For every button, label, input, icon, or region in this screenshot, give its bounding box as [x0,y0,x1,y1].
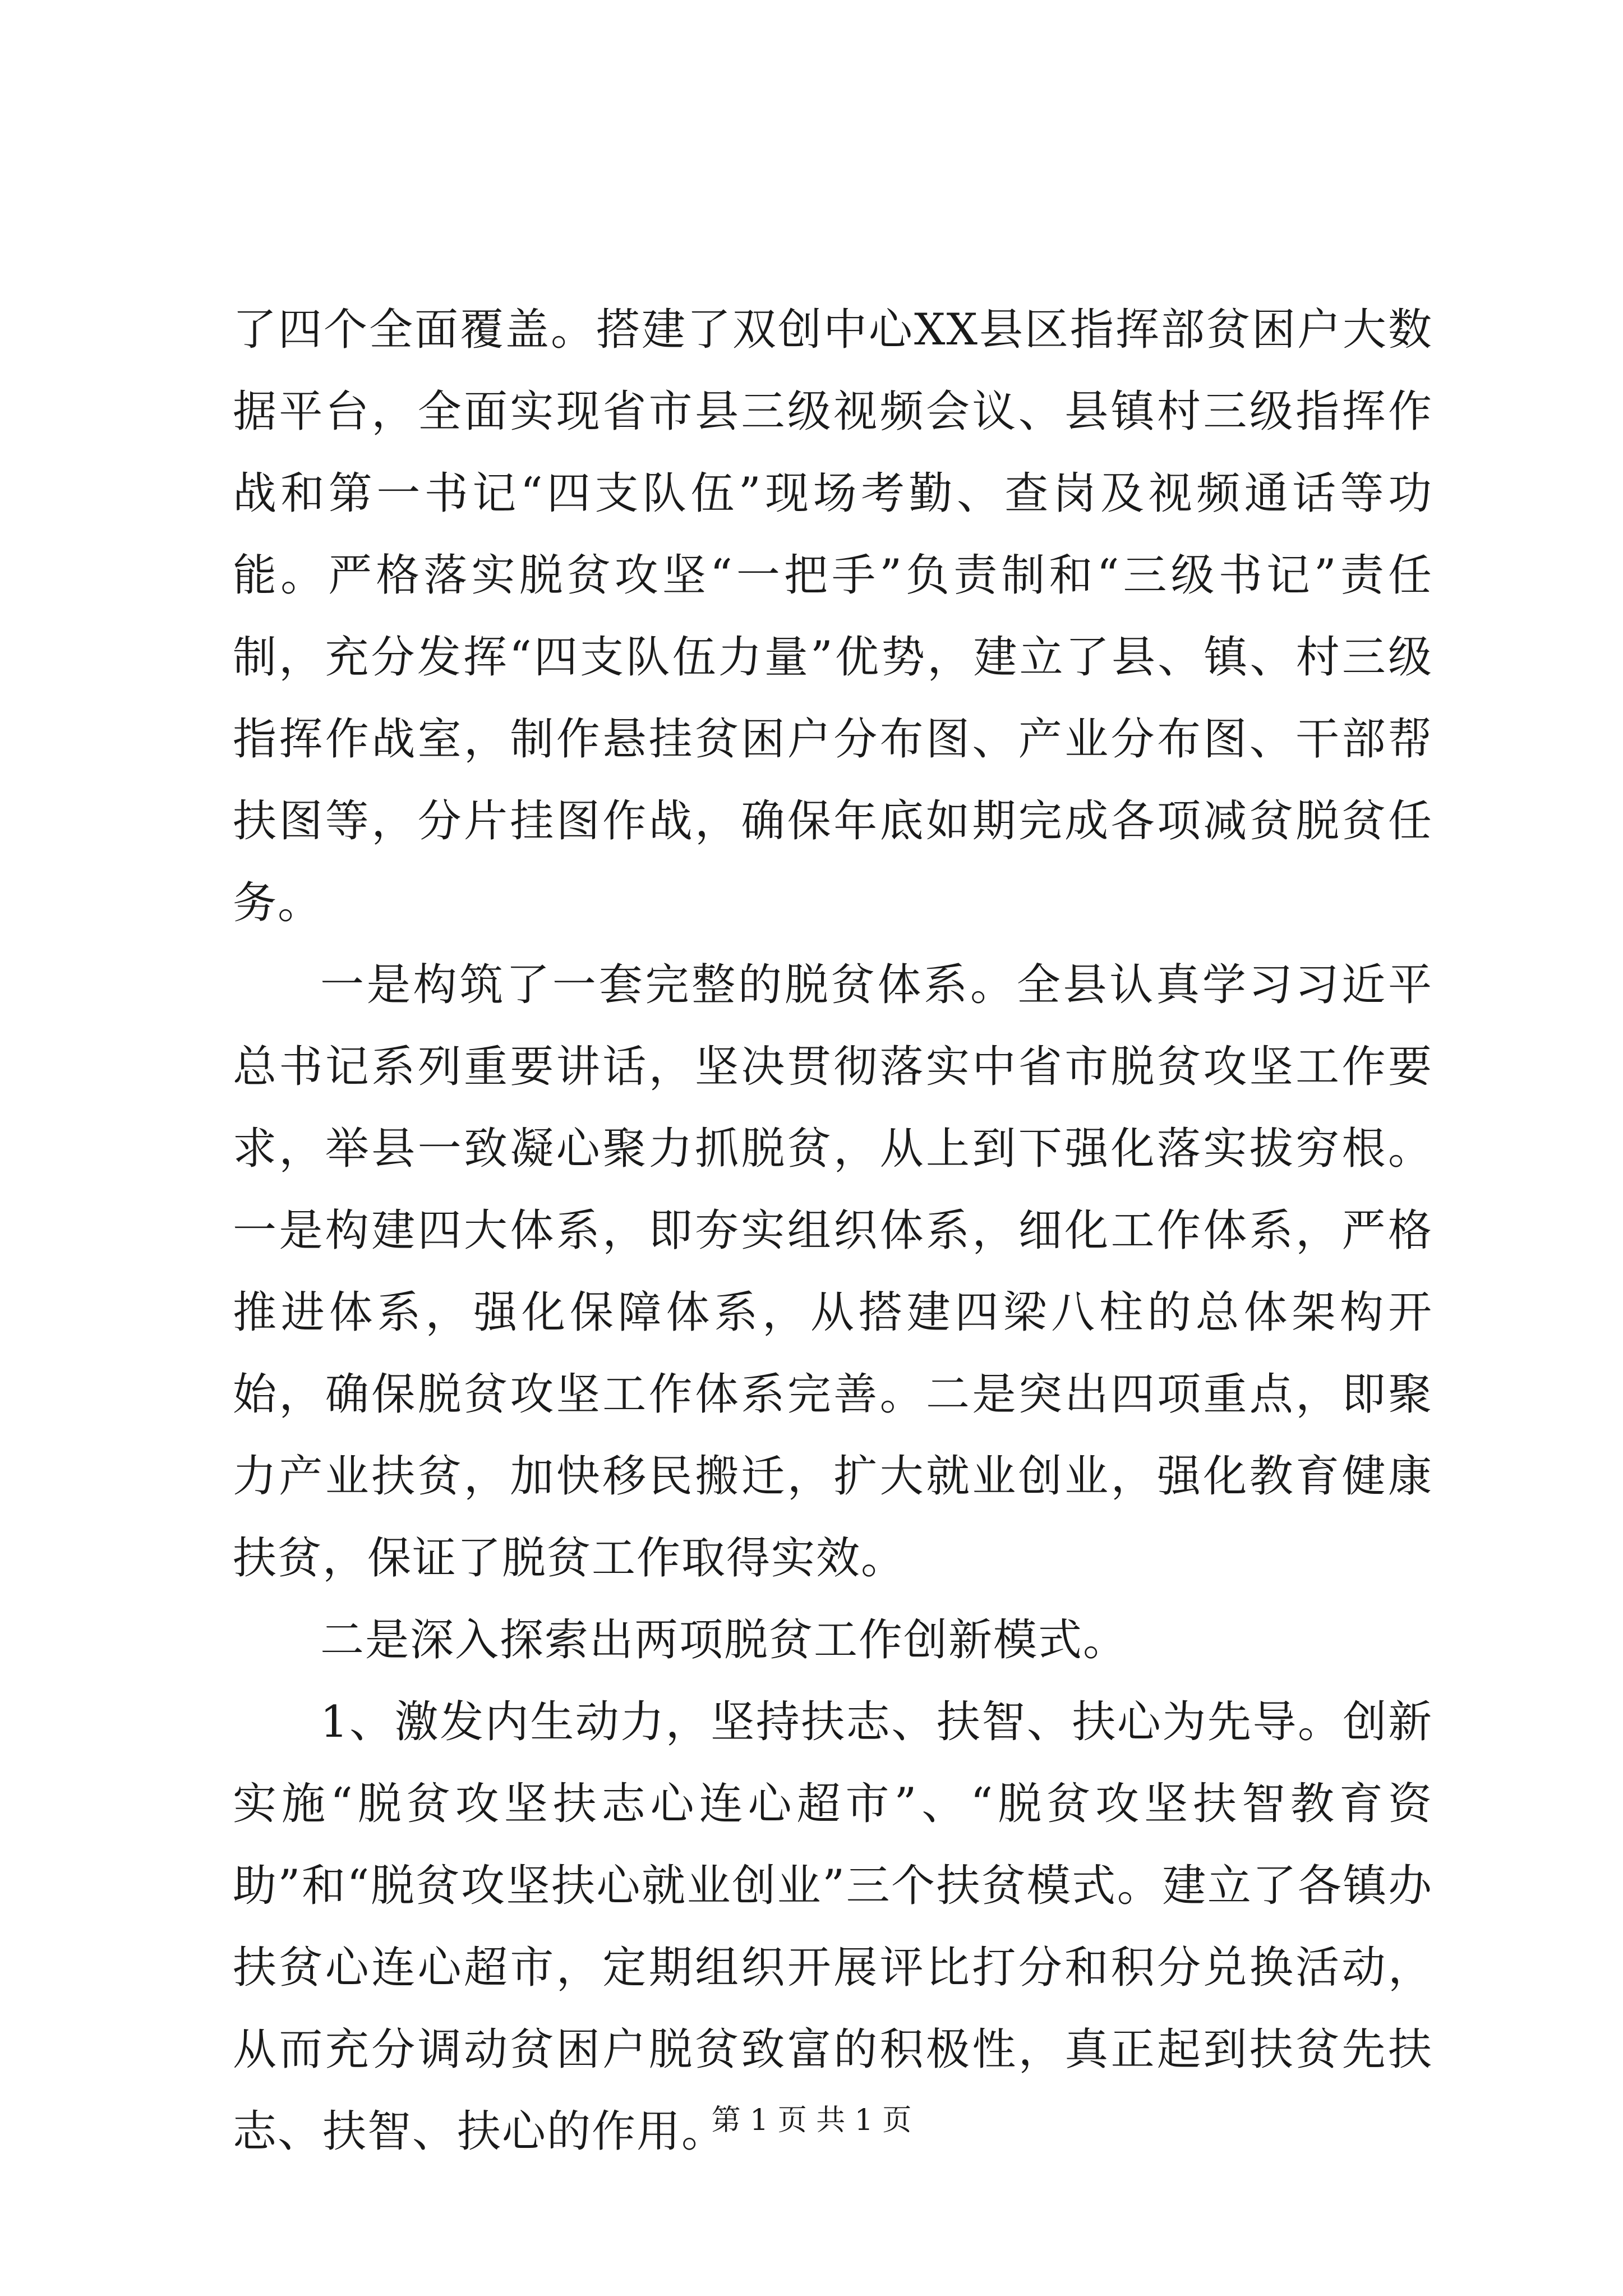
document-body [233,289,1433,2173]
paragraph-intro: 了四个全面覆盖。搭建了双创中心XX县区指挥部贫困户大数据平台，全面实现省市县三级视频会议、县镇村三级指挥作战和第一书记“四支队伍”现场考勤、查岗及视频通话等功能。严格落实脱贫攻坚“一把手”负责制和“三级书记”责任制，充分发挥“四支队伍力量”优势，建立了县、镇、村三级指挥作战室，制作悬挂贫困户分布图、产业分布图、干部帮扶图等，分片挂图作战，确保年底如期完成各项减贫脱贫任务。 [233,305,1433,928]
paragraph-innovation-models: 二是深入探索出两项脱贫工作创新模式。 [320,1615,1128,1665]
paragraph-poverty-system: 一是构筑了一套完整的脱贫体系。全县认真学习习近平总书记系列重要讲话，坚决贯彻落实中省市脱贫攻坚工作要求，举县一致凝心聚力抓脱贫，从上到下强化落实拔穷根。一是构建四大体系，即夯实组织体系，细化工作体系，严格推进体系，强化保障体系，从搭建四梁八柱的总体架构开始，确保脱贫攻坚工作体系完善。二是突出四项重点，即聚力产业扶贫，加快移民搬迁，扩大就业创业，强化教育健康扶贫，保证了脱贫工作取得实效。 [233,960,1433,1584]
paragraph-internal-motivation: 1、激发内生动力，坚持扶志、扶智、扶心为先导。创新实施“脱贫攻坚扶志心连心超市”、“脱贫攻坚扶智教育资助”和“脱贫攻坚扶心就业创业”三个扶贫模式。建立了各镇办扶贫心连心超市，定期组织开展评比打分和积分兑换活动，从而充分调动贫困户脱贫致富的积极性，真正起到扶贫先扶志、扶智、扶心的作用。 [233,1697,1433,2157]
page-footer: 第 1 页 共 1 页 [711,2104,912,2137]
